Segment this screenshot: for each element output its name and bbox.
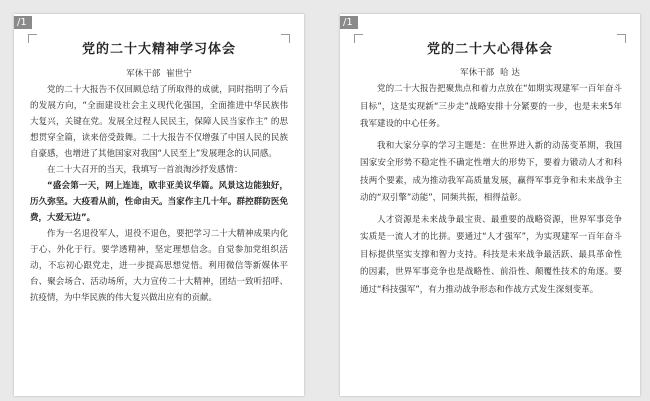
paragraph: 我和大家分享的学习主题是：在世界进入新的动荡变革期，我国国家安全形势不稳定性不确定性增大的形势下，要着力锻动人才和科技两个要素，成为推动我军高质量发展，赢得军事竞争和未来战争主动的“双引擎”动能”，同频共振，相得益彰。 <box>360 140 622 203</box>
crop-mark-right <box>617 34 626 43</box>
document-page-left <box>14 14 304 396</box>
document-title: 党的二十大精神学习体会 <box>81 42 236 57</box>
author-name: 哈 达 <box>500 68 520 78</box>
poem-paragraph: “盛会第一天，网上连连，欧非亚美议华篇。风景这边能独好，历久弥坚。大疫看从前，性命由天。当家作主几十年。群控群防医免费，大爱无边”。 <box>30 181 288 223</box>
author-unit: 军休干部 <box>126 69 161 79</box>
document-body <box>360 81 622 299</box>
crop-mark-right <box>281 34 290 43</box>
paragraph: 作为一名退役军人，退役不退色，要把学习二十大精神成果内化于心、外化于行。要学透精神，坚定理想信念。自觉参加党组织活动，不忘初心跟党走，进一步提高思想觉悟。利用微信等新媒体平台、聚会场合、活动场所，大力宣传二十大精神，团结一致听招呼、抗疫情，为中华民族的伟大复兴做出应有的贡献。 <box>30 229 288 303</box>
paragraph: 党的二十大报告把聚焦点和着力点放在“如期实现建军一百年奋斗目标”，这是实现新“三步走”战略安排十分紧要的一步，也是未来5年我军建设的中心任务。 <box>360 84 622 129</box>
page-number-badge: /1 <box>340 16 358 29</box>
paragraph: 党的二十大报告不仅回顾总结了所取得的成就，同时指明了今后的发展方向，“全面建设社会主义现代化强国，全面推进中华民族伟大复兴，关键在党。发展全过程人民民主，保障人民当家作主” 的思想贯穿全篇，读来倍受鼓舞。二十大报告不仅增强了中国人民的民族自豪感，也增进了其他国家对我国“人民至上”发展理念的认同感。 <box>30 85 288 159</box>
document-title: 党的二十大心得体会 <box>426 42 553 57</box>
author-name: 崔世宁 <box>166 69 192 79</box>
author-unit: 军休干部 <box>460 68 495 78</box>
crop-mark-left <box>28 34 37 43</box>
author-line <box>14 68 304 80</box>
paragraph: 人才资源是未来战争最宝贵、最重要的战略资源，世界军事竞争实质是一流人才的比拼。要通过“人才强军”，为实现建军一百年奋斗目标提供坚实支撑和智力支持。科技是未来战争最活跃、最具革命性的因素，世界军事竞争也是战略性、前沿性、颠覆性技术的角逐。要通过“科技强军”，有力推动战争形态和作战方式发生深刻变革。 <box>360 214 622 295</box>
crop-mark-left <box>354 34 363 43</box>
document-page-right <box>340 14 640 396</box>
page-number-badge: /1 <box>14 16 32 29</box>
paragraph: 在二十大召开的当天，我填写一首浪淘沙抒发感情： <box>47 165 243 175</box>
author-line <box>340 67 640 79</box>
document-body <box>30 82 288 306</box>
